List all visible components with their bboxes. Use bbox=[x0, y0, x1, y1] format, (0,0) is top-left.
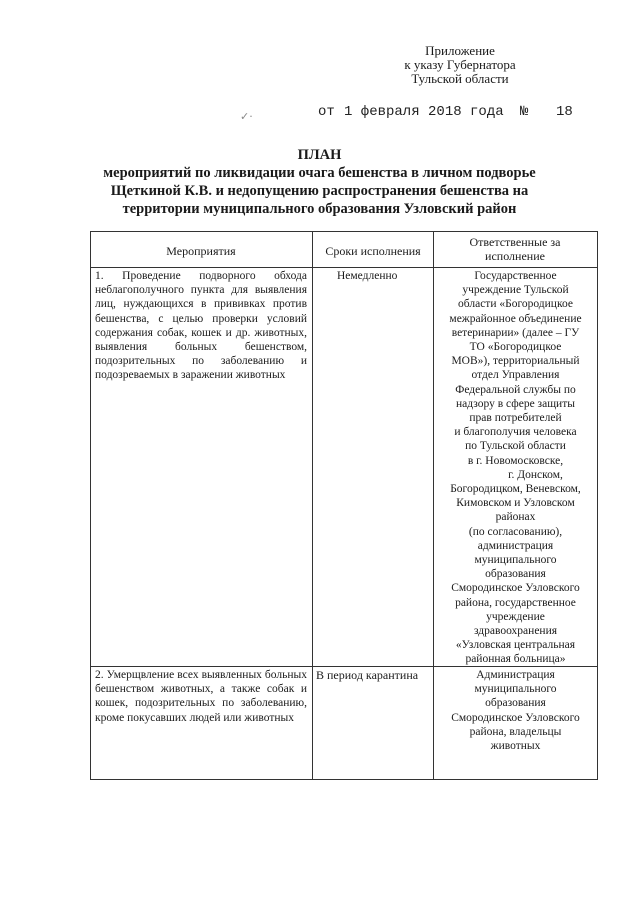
row-1-deadline: Немедленно bbox=[337, 270, 398, 282]
responsible-line: «Узловская центральная bbox=[455, 639, 576, 652]
responsible-line: по Тульской области bbox=[465, 440, 566, 453]
document-title bbox=[60, 146, 579, 218]
responsible-line: межрайонное объединение bbox=[449, 312, 582, 325]
responsible-line: учреждение bbox=[486, 610, 545, 623]
table-border-right bbox=[597, 231, 598, 780]
table-border-bottom bbox=[90, 779, 598, 780]
title-line-3: территории муниципального образования Узловский район bbox=[122, 201, 517, 217]
title-line-2: Щеткиной К.В. и недопущению распространения бешенства на bbox=[110, 183, 529, 199]
responsible-line: животных bbox=[490, 740, 541, 753]
responsible-line: МОВ»), территориальный bbox=[451, 355, 580, 368]
decree-number-sign: № bbox=[520, 104, 529, 120]
responsible-line: учреждение Тульской bbox=[462, 284, 569, 297]
responsible-line: Смородинское Узловского bbox=[451, 711, 580, 724]
header-deadlines: Сроки исполнения bbox=[325, 244, 421, 258]
responsible-line: образования bbox=[485, 697, 546, 710]
appendix-line-1: Приложение bbox=[425, 43, 495, 58]
row-1-responsible bbox=[434, 269, 597, 667]
responsible-line: администрация bbox=[477, 539, 554, 552]
decree-number: 18 bbox=[556, 104, 573, 120]
responsible-line: Администрация bbox=[476, 669, 555, 681]
responsible-line: ветеринарии» (далее – ГУ bbox=[451, 326, 580, 339]
responsible-line: Богородицком, Веневском, bbox=[450, 483, 581, 496]
responsible-line: Кимовском и Узловском bbox=[456, 497, 575, 510]
responsible-line: в г. Новомосковске, bbox=[467, 454, 564, 467]
decree-date-prefix: от bbox=[318, 104, 335, 120]
appendix-block bbox=[380, 44, 540, 86]
table-border-top bbox=[90, 231, 598, 232]
row-2-activity: 2. Умерщвление всех выявленных больных бешенством животных, а также собак и кошек, подозрительных по заболеванию, кроме покусавших людей или животных bbox=[95, 669, 307, 724]
header-activities: Мероприятия bbox=[166, 244, 236, 258]
title-heading: ПЛАН bbox=[297, 147, 342, 163]
table-column-divider-1 bbox=[312, 231, 313, 780]
responsible-line: Федеральной службы по bbox=[455, 383, 576, 396]
responsible-line: здравоохранения bbox=[473, 625, 558, 638]
table-header-divider bbox=[90, 267, 598, 268]
responsible-line: образования bbox=[485, 568, 546, 581]
responsible-line: (по согласованию), bbox=[468, 525, 563, 538]
appendix-line-3: Тульской области bbox=[411, 71, 509, 86]
row-1-activity: 1. Проведение подворного обхода неблагополучного пункта для выявления лиц, нуждающихся в прививках против бешенства, с целью проверки условий содержания собак, кошек и др. животных, выявления больных бешенством, подозрительных по заболеванию и подозреваемых в заражении животных bbox=[95, 270, 307, 382]
header-responsible: Ответственные за исполнение bbox=[469, 235, 561, 263]
plan-table bbox=[90, 231, 598, 780]
responsible-line: ТО «Богородицкое bbox=[469, 341, 562, 354]
responsible-line: прав потребителей bbox=[469, 412, 562, 425]
responsible-line: Государственное bbox=[474, 270, 557, 282]
responsible-line: и благополучия человека bbox=[454, 426, 577, 439]
responsible-line: области «Богородицкое bbox=[458, 298, 573, 311]
responsible-line: отдел Управления bbox=[471, 369, 560, 382]
responsible-line: района, государственное bbox=[455, 596, 576, 609]
responsible-line: муниципального bbox=[474, 554, 557, 567]
responsible-line: г. Донском, bbox=[508, 468, 563, 481]
responsible-line: районах bbox=[495, 511, 536, 524]
title-line-1: мероприятий по ликвидации очага бешенства в личном подворье bbox=[103, 165, 536, 181]
table-border-left bbox=[90, 231, 91, 780]
responsible-line: надзору в сфере защиты bbox=[456, 397, 575, 410]
check-mark-icon: ✓· bbox=[240, 110, 253, 123]
decree-date: 1 февраля 2018 года bbox=[344, 104, 504, 120]
responsible-line: районная больница» bbox=[465, 653, 566, 666]
responsible-line: Смородинское Узловского bbox=[451, 582, 580, 595]
row-2-responsible bbox=[434, 668, 597, 753]
appendix-line-2: к указу Губернатора bbox=[404, 57, 516, 72]
responsible-line: муниципального bbox=[474, 683, 557, 696]
row-2-deadline: В период карантина bbox=[316, 668, 419, 682]
responsible-line: района, владельцы bbox=[469, 725, 562, 738]
